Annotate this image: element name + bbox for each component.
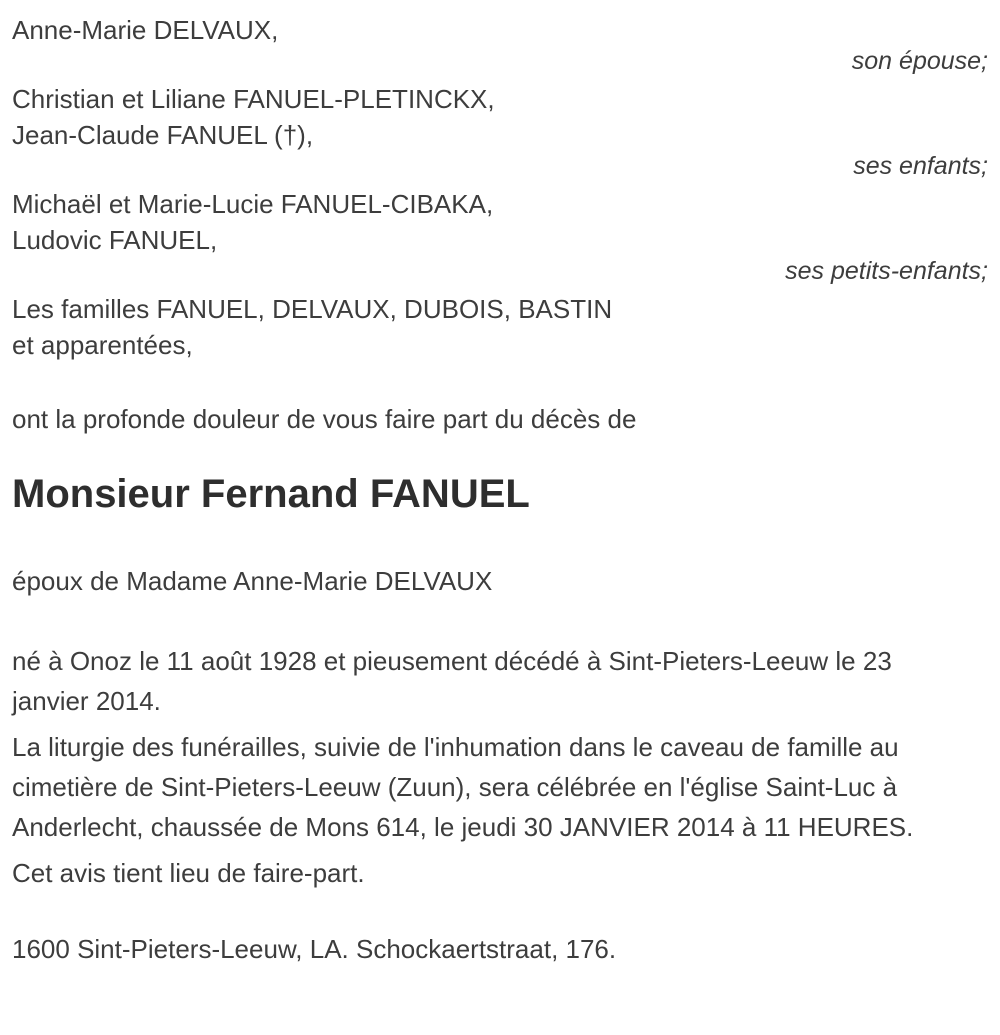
family-group-relatives xyxy=(12,291,988,363)
family-member-name: Jean-Claude FANUEL (†), xyxy=(12,120,314,150)
birth-death-paragraph: né à Onoz le 11 août 1928 et pieusement décédé à Sint-Pieters-Leeuw le 23 janvier 2014. xyxy=(12,646,892,716)
family-member-name: Christian et Liliane FANUEL-PLETINCKX, xyxy=(12,84,495,114)
relation-label: ses enfants; xyxy=(853,152,988,180)
family-group-spouse xyxy=(12,12,988,75)
spouse-of-line: époux de Madame Anne-Marie DELVAUX xyxy=(12,566,493,596)
notice-line: Cet avis tient lieu de faire-part. xyxy=(12,858,365,888)
ceremony-paragraph: La liturgie des funérailles, suivie de l'inhumation dans le caveau de famille au cimetière de Sint-Pieters-Leeuw (Zuun), sera célébrée en l'église Saint-Luc à Anderlecht, chaussée de Mons 614, le jeudi 30 JANVIER 2014 à 11 HEURES. xyxy=(12,732,914,842)
family-member-name: Ludovic FANUEL, xyxy=(12,225,218,255)
family-member-name: et apparentées, xyxy=(12,330,193,360)
family-group-grandchildren xyxy=(12,186,988,285)
family-group-children xyxy=(12,81,988,180)
address-line: 1600 Sint-Pieters-Leeuw, LA. Schockaertstraat, 176. xyxy=(12,934,617,964)
relation-label: son épouse; xyxy=(851,47,988,75)
relation-label: ses petits-enfants; xyxy=(785,257,988,285)
family-member-name: Les familles FANUEL, DELVAUX, DUBOIS, BASTIN xyxy=(12,294,613,324)
family-member-name: Michaël et Marie-Lucie FANUEL-CIBAKA, xyxy=(12,189,494,219)
deceased-name-heading: Monsieur Fernand FANUEL xyxy=(12,472,530,516)
family-section xyxy=(12,12,988,363)
family-member-name: Anne-Marie DELVAUX, xyxy=(12,15,279,45)
announcement-text: ont la profonde douleur de vous faire part du décès de xyxy=(12,404,637,434)
